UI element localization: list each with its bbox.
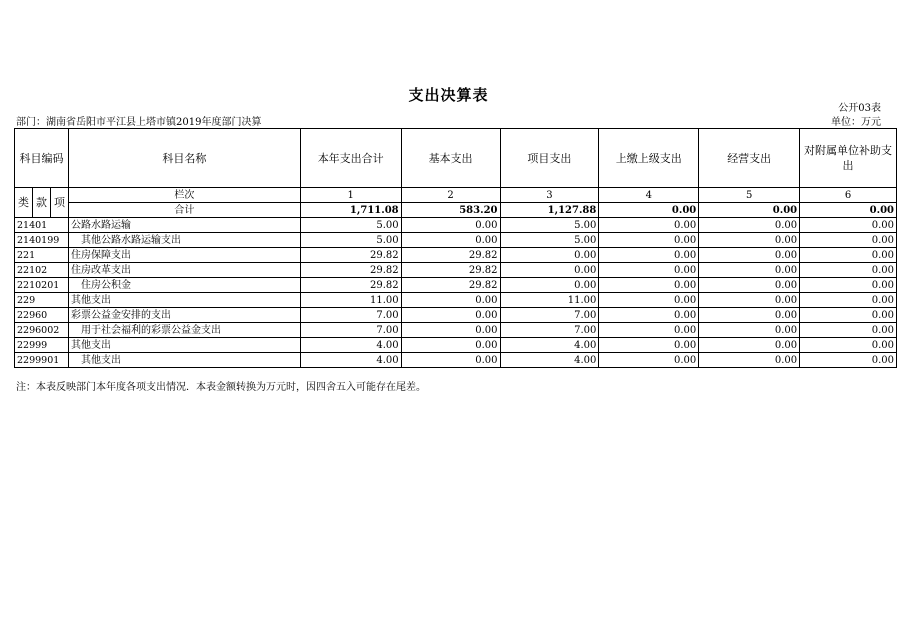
header-xiang: 项 <box>50 188 68 218</box>
amount-cell: 0.00 <box>500 248 599 263</box>
amount-cell: 0.00 <box>800 323 897 338</box>
amount-cell: 0.00 <box>500 278 599 293</box>
col-number: 1 <box>300 188 401 203</box>
total-value: 1,711.08 <box>300 203 401 218</box>
subject-code: 2140199 <box>15 233 69 248</box>
table-row <box>15 293 897 308</box>
header-upper: 上缴上级支出 <box>599 129 699 188</box>
col-number: 3 <box>500 188 599 203</box>
amount-cell: 0.00 <box>699 248 800 263</box>
amount-cell: 5.00 <box>500 218 599 233</box>
amount-cell: 29.82 <box>401 263 500 278</box>
lanci-label: 栏次 <box>68 188 300 203</box>
amount-cell: 0.00 <box>699 308 800 323</box>
report-title: 支出决算表 <box>408 86 489 104</box>
amount-cell: 29.82 <box>401 248 500 263</box>
amount-cell: 5.00 <box>300 233 401 248</box>
total-value: 1,127.88 <box>500 203 599 218</box>
amount-cell: 7.00 <box>500 323 599 338</box>
amount-cell: 0.00 <box>599 278 699 293</box>
amount-cell: 0.00 <box>699 353 800 368</box>
amount-cell: 0.00 <box>599 233 699 248</box>
total-value: 0.00 <box>699 203 800 218</box>
amount-cell: 29.82 <box>300 278 401 293</box>
amount-cell: 0.00 <box>401 233 500 248</box>
table-row <box>15 218 897 233</box>
subject-name: 住房公积金 <box>68 278 300 293</box>
amount-cell: 0.00 <box>599 338 699 353</box>
col-number: 4 <box>599 188 699 203</box>
amount-cell: 0.00 <box>401 353 500 368</box>
subject-code: 2210201 <box>15 278 69 293</box>
subject-code: 22960 <box>15 308 69 323</box>
table-row <box>15 278 897 293</box>
amount-cell: 0.00 <box>599 263 699 278</box>
total-value: 0.00 <box>599 203 699 218</box>
table-row <box>15 308 897 323</box>
amount-cell: 0.00 <box>401 218 500 233</box>
amount-cell: 0.00 <box>599 218 699 233</box>
amount-cell: 4.00 <box>500 353 599 368</box>
amount-cell: 0.00 <box>800 278 897 293</box>
amount-cell: 0.00 <box>500 263 599 278</box>
column-number-row <box>15 188 897 203</box>
header-lei: 类 <box>15 188 33 218</box>
subject-name: 公路水路运输 <box>68 218 300 233</box>
amount-cell: 0.00 <box>401 308 500 323</box>
subject-name: 其他公路水路运输支出 <box>68 233 300 248</box>
amount-cell: 29.82 <box>300 248 401 263</box>
amount-cell: 5.00 <box>300 218 401 233</box>
amount-cell: 0.00 <box>800 308 897 323</box>
subject-code: 229 <box>15 293 69 308</box>
amount-cell: 0.00 <box>699 233 800 248</box>
table-row <box>15 323 897 338</box>
subject-name: 其他支出 <box>68 338 300 353</box>
amount-cell: 0.00 <box>599 353 699 368</box>
subject-name: 其他支出 <box>68 293 300 308</box>
total-row <box>15 203 897 218</box>
amount-cell: 0.00 <box>699 293 800 308</box>
department-label: 部门：湖南省岳阳市平江县上塔市镇2019年度部门决算 <box>16 117 262 128</box>
header-basic: 基本支出 <box>401 129 500 188</box>
amount-cell: 0.00 <box>401 293 500 308</box>
amount-cell: 0.00 <box>599 323 699 338</box>
table-row <box>15 263 897 278</box>
header-subsidy: 对附属单位补助支出 <box>800 129 897 188</box>
total-label: 合计 <box>68 203 300 218</box>
amount-cell: 0.00 <box>599 308 699 323</box>
unit-label: 单位：万元 <box>831 117 881 128</box>
amount-cell: 7.00 <box>500 308 599 323</box>
amount-cell: 0.00 <box>800 293 897 308</box>
subject-code: 22999 <box>15 338 69 353</box>
amount-cell: 29.82 <box>300 263 401 278</box>
total-value: 583.20 <box>401 203 500 218</box>
header-business: 经营支出 <box>699 129 800 188</box>
subject-code: 21401 <box>15 218 69 233</box>
table-row <box>15 353 897 368</box>
amount-cell: 7.00 <box>300 308 401 323</box>
table-row <box>15 338 897 353</box>
amount-cell: 4.00 <box>500 338 599 353</box>
amount-cell: 0.00 <box>800 263 897 278</box>
amount-cell: 0.00 <box>800 338 897 353</box>
header-kuan: 款 <box>32 188 50 218</box>
subject-code: 221 <box>15 248 69 263</box>
col-number: 6 <box>800 188 897 203</box>
col-number: 5 <box>699 188 800 203</box>
total-value: 0.00 <box>800 203 897 218</box>
expenditure-table <box>14 128 897 368</box>
amount-cell: 0.00 <box>599 248 699 263</box>
amount-cell: 0.00 <box>699 263 800 278</box>
amount-cell: 11.00 <box>300 293 401 308</box>
subject-name: 住房改革支出 <box>68 263 300 278</box>
form-number: 公开03表 <box>838 103 881 114</box>
amount-cell: 0.00 <box>800 248 897 263</box>
amount-cell: 0.00 <box>699 338 800 353</box>
subject-code: 2296002 <box>15 323 69 338</box>
header-name: 科目名称 <box>68 129 300 188</box>
amount-cell: 0.00 <box>800 353 897 368</box>
subject-name: 用于社会福利的彩票公益金支出 <box>68 323 300 338</box>
footnote: 注：本表反映部门本年度各项支出情况．本表金额转换为万元时，因四舍五入可能存在尾差。 <box>16 382 426 393</box>
amount-cell: 5.00 <box>500 233 599 248</box>
amount-cell: 0.00 <box>401 323 500 338</box>
header-row <box>15 129 897 188</box>
amount-cell: 0.00 <box>699 278 800 293</box>
subject-name: 住房保障支出 <box>68 248 300 263</box>
amount-cell: 0.00 <box>800 218 897 233</box>
amount-cell: 0.00 <box>599 293 699 308</box>
table-row <box>15 233 897 248</box>
amount-cell: 7.00 <box>300 323 401 338</box>
amount-cell: 4.00 <box>300 338 401 353</box>
header-code-group: 科目编码 <box>15 129 69 188</box>
table-row <box>15 248 897 263</box>
header-project: 项目支出 <box>500 129 599 188</box>
amount-cell: 0.00 <box>401 338 500 353</box>
subject-name: 其他支出 <box>68 353 300 368</box>
amount-cell: 0.00 <box>699 323 800 338</box>
subject-code: 2299901 <box>15 353 69 368</box>
amount-cell: 29.82 <box>401 278 500 293</box>
subject-code: 22102 <box>15 263 69 278</box>
amount-cell: 0.00 <box>699 218 800 233</box>
amount-cell: 11.00 <box>500 293 599 308</box>
col-number: 2 <box>401 188 500 203</box>
header-total: 本年支出合计 <box>300 129 401 188</box>
amount-cell: 0.00 <box>800 233 897 248</box>
subject-name: 彩票公益金安排的支出 <box>68 308 300 323</box>
amount-cell: 4.00 <box>300 353 401 368</box>
